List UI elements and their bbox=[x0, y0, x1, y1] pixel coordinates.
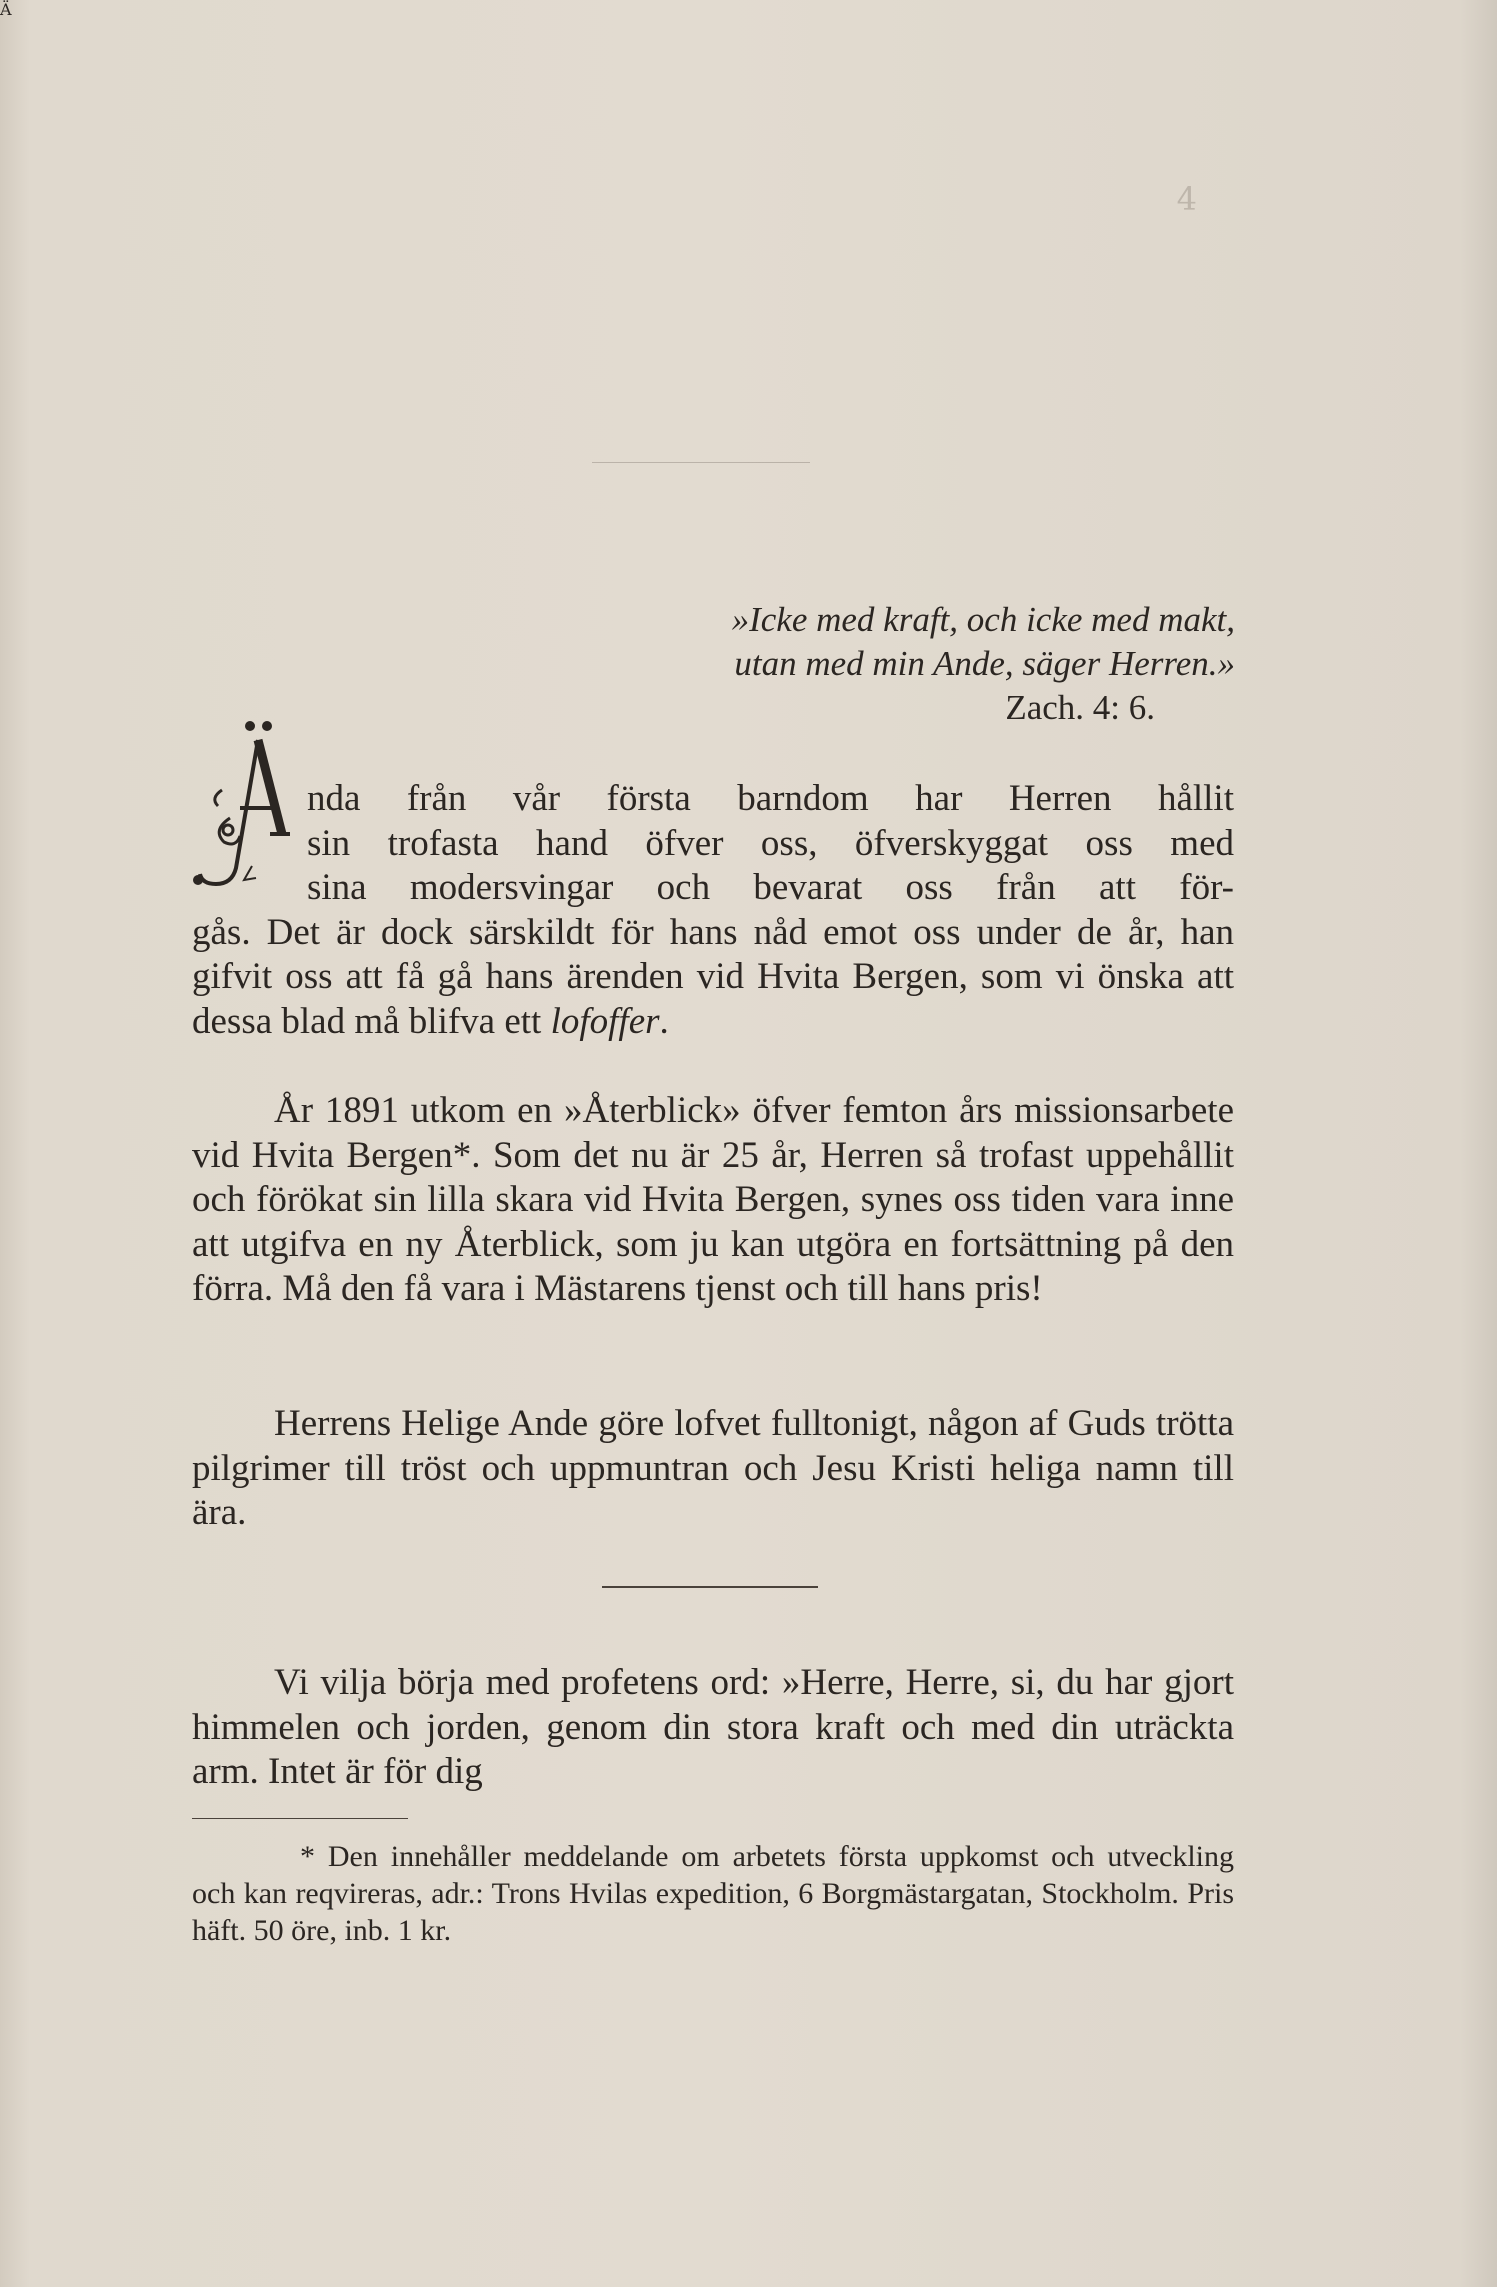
section-divider bbox=[602, 1586, 818, 1588]
paragraph-1-rest-text: gås. Det är dock särskildt för hans nåd emot oss under de år, han gifvit oss att få gå hans ärenden vid Hvita Bergen, som vi önska att dessa blad må blifva ett bbox=[192, 911, 1234, 1042]
paragraph-1-line-1: nda från vår första barndom har Herren hållit bbox=[307, 778, 1234, 819]
paragraph-2-block bbox=[192, 1089, 1234, 1312]
paragraph-1-line-2: sin trofasta hand öfver oss, öfverskyggat oss med bbox=[307, 822, 1234, 864]
document-page: 4 »Icke med kraft, och icke med makt, utan med min Ande, säger Herren.» Zach. 4: 6. Ä nda från vår första barndom har Herren hållit sin trofasta hand öfver oss, öfverskyggat oss med sina modersvingar och bevarat oss från att för- gås. Det är dock särskildt för hans nåd emot oss under de år, han gifvit oss att få gå hans ärenden vid Hvita Bergen, som vi önska att dessa blad må blifva ett lofoffer. År 1891 utkom en »Återblick» öfver femton års missionsarbete vid Hvita Bergen*. Som det nu är 25 år, Herren så trofast uppehållit och förökat sin lilla skara vid Hvita Bergen, synes oss tiden vara inne att utgifva en ny Återblick, som ju kan utgöra en fortsättning på den förra. Må den få vara i Mästarens tjenst och till hans pris! Herrens Helige Ande göre lofvet fulltonigt, någon af Guds trötta pilgrimer till tröst och uppmuntran och Jesu Kristi heliga namn till ära. Vi vilja börja med profetens ord: »Herre, Herre, si, du har gjort himmelen och jorden, genom din stora kraft och med din uträckta arm. Intet är för dig * Den innehåller meddelande om arbetets första uppkomst och utveckling och kan reqvireras, adr.: Trons Hvilas expedition, 6 Borgmästargatan, Stockholm. Pris häft. 50 öre, inb. 1 kr. bbox=[0, 0, 1497, 2287]
epigraph-line-2: utan med min Ande, säger Herren.» bbox=[734, 644, 1235, 683]
footnote-divider bbox=[192, 1818, 408, 1819]
paragraph-3-block bbox=[192, 1402, 1234, 1536]
paragraph-1-rest-end: . bbox=[659, 1000, 669, 1042]
show-through-mark: 4 bbox=[1176, 180, 1197, 218]
epigraph bbox=[732, 598, 1235, 730]
paragraph-1-italic: lofoffer bbox=[550, 1000, 660, 1042]
paragraph-1 bbox=[192, 777, 1234, 1044]
paragraph-2: År 1891 utkom en »Återblick» öfver femton års missionsarbete vid Hvita Bergen*. Som det nu är 25 år, Herren så trofast uppehållit och förökat sin lilla skara vid Hvita Bergen, synes oss tiden vara inne att utgifva en ny Återblick, som ju kan utgöra en fortsättning på den förra. Må den få vara i Mästarens tjenst och till hans pris! bbox=[192, 1090, 1234, 1309]
paragraph-4: Vi vilja börja med profetens ord: »Herre, Herre, si, du har gjort himmelen och jorden, genom din stora kraft och med din uträckta arm. Intet är för dig bbox=[192, 1662, 1234, 1792]
top-divider bbox=[592, 462, 810, 463]
paragraph-4-block bbox=[192, 1661, 1234, 1795]
paragraph-3: Herrens Helige Ande göre lofvet fulltonigt, någon af Guds trötta pilgrimer till tröst och uppmuntran och Jesu Kristi heliga namn till ära. bbox=[192, 1403, 1234, 1533]
epigraph-line-1: »Icke med kraft, och icke med makt, bbox=[731, 600, 1235, 639]
paragraph-1-line-3: sina modersvingar och bevarat oss från att för- bbox=[307, 867, 1234, 908]
footnote-text: * Den innehåller meddelande om arbetets första uppkomst och utveckling och kan reqvireras, adr.: Trons Hvilas expedition, 6 Borgmästargatan, Stockholm. Pris häft. 50 öre, inb. 1 kr. bbox=[192, 1840, 1234, 1947]
footnote bbox=[192, 1838, 1234, 1949]
epigraph-reference: Zach. 4: 6. bbox=[1005, 688, 1155, 727]
paragraph-1-rest bbox=[192, 911, 1234, 1045]
